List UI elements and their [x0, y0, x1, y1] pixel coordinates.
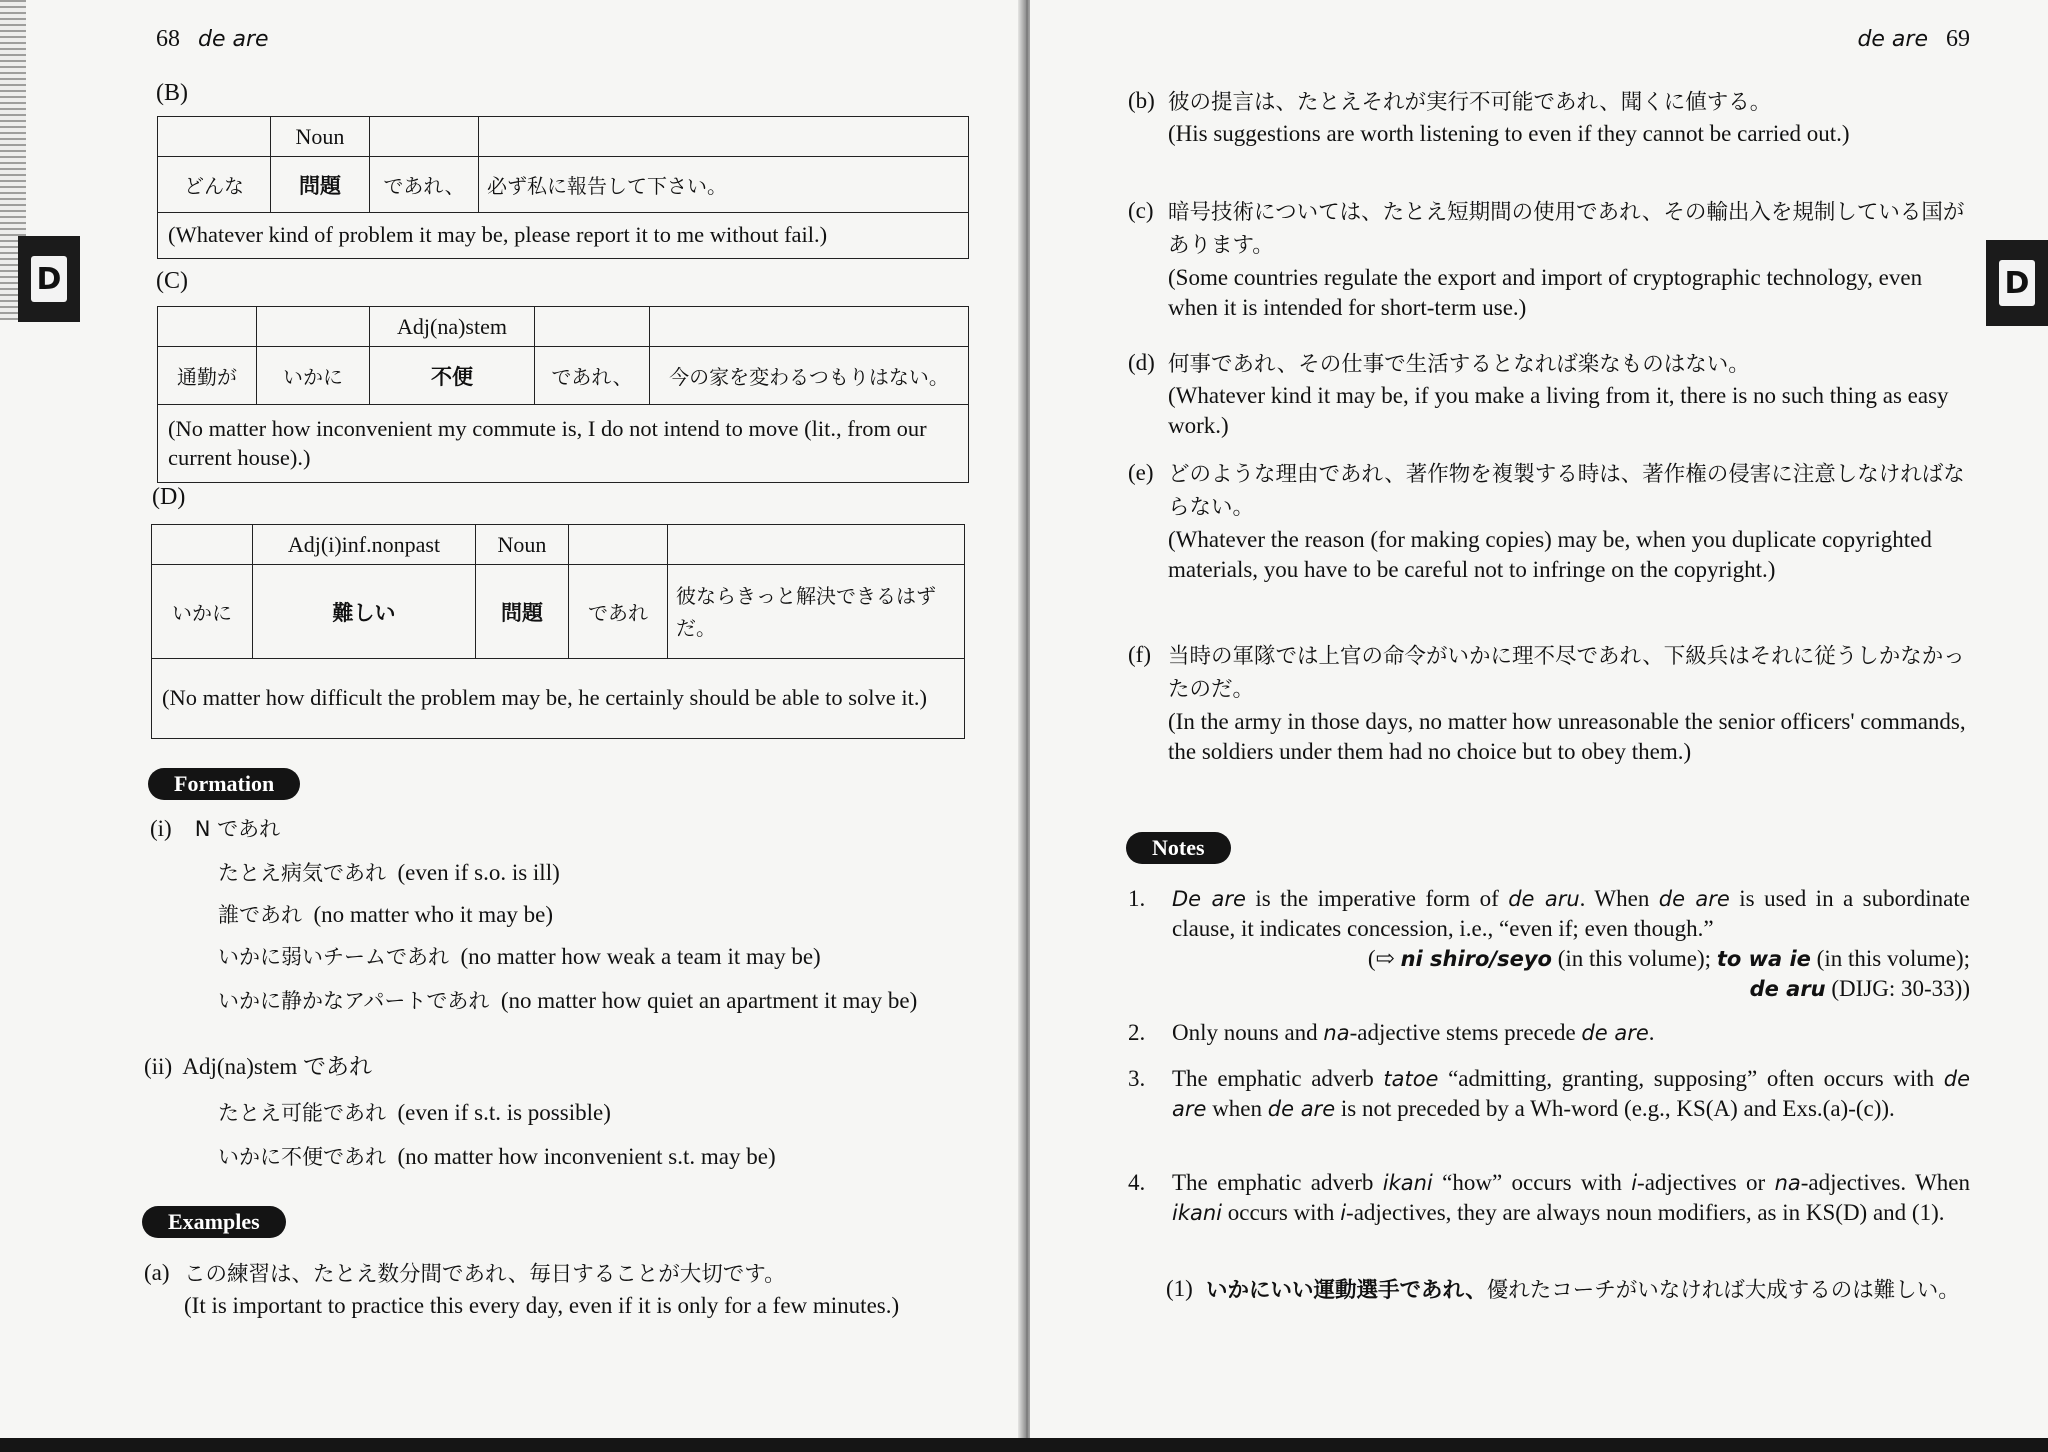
example-en: (Whatever the reason (for making copies) may be, when you duplicate copyrighted materials, you have to be careful not to infringe on the copyright.)	[1168, 526, 1932, 582]
scan-bottom-shadow	[0, 1438, 2048, 1452]
header-cell-noun: Noun	[271, 117, 370, 157]
formation-i-item: たとえ病気であれ (even if s.o. is ill)	[218, 860, 560, 885]
note-sub-example: (1) いかにいい運動選手であれ、優れたコーチがいなければ大成するのは難しい。	[1166, 1276, 1960, 1303]
example-en: (In the army in those days, no matter how unreasonable the senior officers' commands, the soldiers under them had no choice but to obey them.)	[1168, 708, 1966, 764]
header-cell-adj-i: Adj(i)inf.nonpast	[253, 525, 476, 565]
thumb-tab-right	[1986, 240, 2048, 326]
example-b: (b) 彼の提言は、たとえそれが実行不可能であれ、聞くに値する。 (His suggestions are worth listening to even if they cannot be carried out.)	[1128, 86, 1968, 149]
cell-mondai: 問題	[476, 565, 569, 659]
cell-mondai: 問題	[271, 157, 370, 213]
cell-muzukashii: 難しい	[253, 565, 476, 659]
formation-i-pattern: N であれ	[194, 817, 281, 841]
examples-heading: Examples	[142, 1206, 286, 1238]
example-jp: どのような理由であれ、著作物を複製する時は、著作権の侵害に注意しなければならない。	[1168, 462, 1965, 521]
example-a	[144, 1258, 954, 1321]
formation-i-item: 誰であれ (no matter who it may be)	[218, 902, 554, 927]
section-label-d: (D)	[152, 484, 186, 510]
example-c: (c) 暗号技術については、たとえ短期間の使用であれ、その輸出入を規制している国があります。 (Some countries regulate the export and import of cryptographic technology, even when it is intended for short-term use.)	[1128, 196, 1968, 322]
formation-ii-item: いかに不便であれ (no matter how inconvenient s.t. may be)	[218, 1144, 776, 1169]
formation-ii-item: たとえ可能であれ (even if s.t. is possible)	[218, 1100, 611, 1125]
page-number: 68	[156, 26, 180, 52]
header-cell-noun: Noun	[476, 525, 569, 565]
cell-de-are: であれ、	[535, 347, 650, 405]
formation-i-marker: (i)	[150, 816, 172, 841]
cell-donna: どんな	[158, 157, 271, 213]
header-cell	[158, 117, 271, 157]
thumb-tab-letter: D	[31, 256, 67, 302]
example-en: (It is important to practice this every day, even if it is only for a few minutes.)	[184, 1293, 900, 1319]
running-header-left	[156, 26, 269, 53]
running-header-right	[1857, 26, 1970, 53]
header-cell	[479, 117, 969, 157]
example-d: (d) 何事であれ、その仕事で生活するとなれば楽なものはない。 (Whatever kind it may be, if you make a living from it, there is no such thing as easy work.)	[1128, 348, 1968, 441]
example-jp: 暗号技術については、たとえ短期間の使用であれ、その輸出入を規制している国があります。	[1168, 200, 1965, 259]
right-page	[1030, 0, 2048, 1440]
running-head-title: de are	[198, 27, 269, 52]
cell-tsuukin: 通勤が	[158, 347, 257, 405]
cell-sentence: 彼ならきっと解決できるはずだ。	[668, 565, 965, 659]
formation-i-head	[150, 814, 280, 844]
example-f: (f) 当時の軍隊では上官の命令がいかに理不尽であれ、下級兵はそれに従うしかなかったのだ。 (In the army in those days, no matter how unreasonable the senior officers' commands, the soldiers under them had no choice but to obey them.)	[1128, 640, 1968, 766]
header-cell	[650, 307, 969, 347]
formation-i-item: いかに静かなアパートであれ (no matter how quiet an apartment it may be)	[218, 988, 918, 1013]
cell-de-are: であれ	[569, 565, 668, 659]
cell-de-are: であれ、	[370, 157, 479, 213]
translation-d: (No matter how difficult the problem may be, he certainly should be able to solve it.)	[152, 659, 965, 739]
formation-i-item: いかに弱いチームであれ (no matter how weak a team it may be)	[218, 944, 821, 969]
example-en: (Whatever kind it may be, if you make a living from it, there is no such thing as easy work.)	[1168, 383, 1949, 439]
note-1: 1. De are is the imperative form of de aru. When de are is used in a subordinate clause, it indicates concession, i.e., “even if; even though.” (⇨ ni shiro/seyo (in this volume); to wa ie (in this volume); de aru (DIJG: 30-33))	[1128, 884, 1970, 1004]
translation-b: (Whatever kind of problem it may be, please report it to me without fail.)	[158, 213, 969, 259]
formation-ii-marker: (ii)	[144, 1054, 173, 1079]
section-label-b: (B)	[156, 80, 188, 106]
example-en: (His suggestions are worth listening to even if they cannot be carried out.)	[1168, 121, 1850, 147]
header-cell-adj-na: Adj(na)stem	[370, 307, 535, 347]
example-jp: 彼の提言は、たとえそれが実行不可能であれ、聞くに値する。	[1168, 90, 1772, 115]
formation-heading: Formation	[148, 768, 300, 800]
example-jp: 当時の軍隊では上官の命令がいかに理不尽であれ、下級兵はそれに従うしかなかったのだ。	[1168, 644, 1965, 703]
header-cell	[668, 525, 965, 565]
formation-ii-pattern: Adj(na)stem であれ	[182, 1054, 373, 1079]
header-cell	[569, 525, 668, 565]
left-page	[0, 0, 1024, 1440]
running-head-title: de are	[1857, 27, 1928, 52]
header-cell	[257, 307, 370, 347]
pattern-table-c	[157, 306, 969, 483]
cross-reference: (⇨ ni shiro/seyo (in this volume); to wa ie (in this volume); de aru (DIJG: 30-33))	[1367, 945, 1970, 1001]
thumb-tab-letter: D	[1999, 260, 2035, 306]
cell-fuben: 不便	[370, 347, 535, 405]
thumb-tab-left	[18, 236, 80, 322]
section-label-c: (C)	[156, 268, 188, 294]
example-en: (Some countries regulate the export and import of cryptographic technology, even when it is intended for short-term use.)	[1168, 264, 1923, 320]
example-jp: この練習は、たとえ数分間であれ、毎日することが大切です。	[184, 1262, 786, 1287]
cell-sentence: 今の家を変わるつもりはない。	[650, 347, 969, 405]
note-4: 4. The emphatic adverb ikani “how” occurs with i-adjectives or na-adjectives. When ikani occurs with i-adjectives, they are always noun modifiers, as in KS(D) and (1).	[1128, 1170, 1970, 1225]
pattern-table-b	[157, 116, 969, 259]
pattern-table-d	[151, 524, 965, 739]
header-cell	[152, 525, 253, 565]
example-jp: 何事であれ、その仕事で生活するとなれば楽なものはない。	[1168, 352, 1750, 377]
header-cell	[158, 307, 257, 347]
cell-ikani: いかに	[257, 347, 370, 405]
translation-c: (No matter how inconvenient my commute is, I do not intend to move (lit., from our current house).)	[158, 405, 969, 483]
header-cell	[535, 307, 650, 347]
cell-ikani: いかに	[152, 565, 253, 659]
formation-ii-head	[144, 1052, 372, 1082]
note-2: 2. Only nouns and na-adjective stems precede de are.	[1128, 1020, 1655, 1045]
page-number: 69	[1946, 26, 1970, 52]
note-3: 3. The emphatic adverb tatoe “admitting, granting, supposing” often occurs with de are when de are is not preceded by a Wh-word (e.g., KS(A) and Exs.(a)-(c)).	[1128, 1066, 1970, 1121]
cell-sentence: 必ず私に報告して下さい。	[479, 157, 969, 213]
header-cell	[370, 117, 479, 157]
example-e: (e) どのような理由であれ、著作物を複製する時は、著作権の侵害に注意しなければならない。 (Whatever the reason (for making copies) may be, when you duplicate copyrighted materials, you have to be careful not to infringe on the copyright.)	[1128, 458, 1968, 584]
notes-heading: Notes	[1126, 832, 1231, 864]
example-marker: (a)	[144, 1260, 170, 1285]
